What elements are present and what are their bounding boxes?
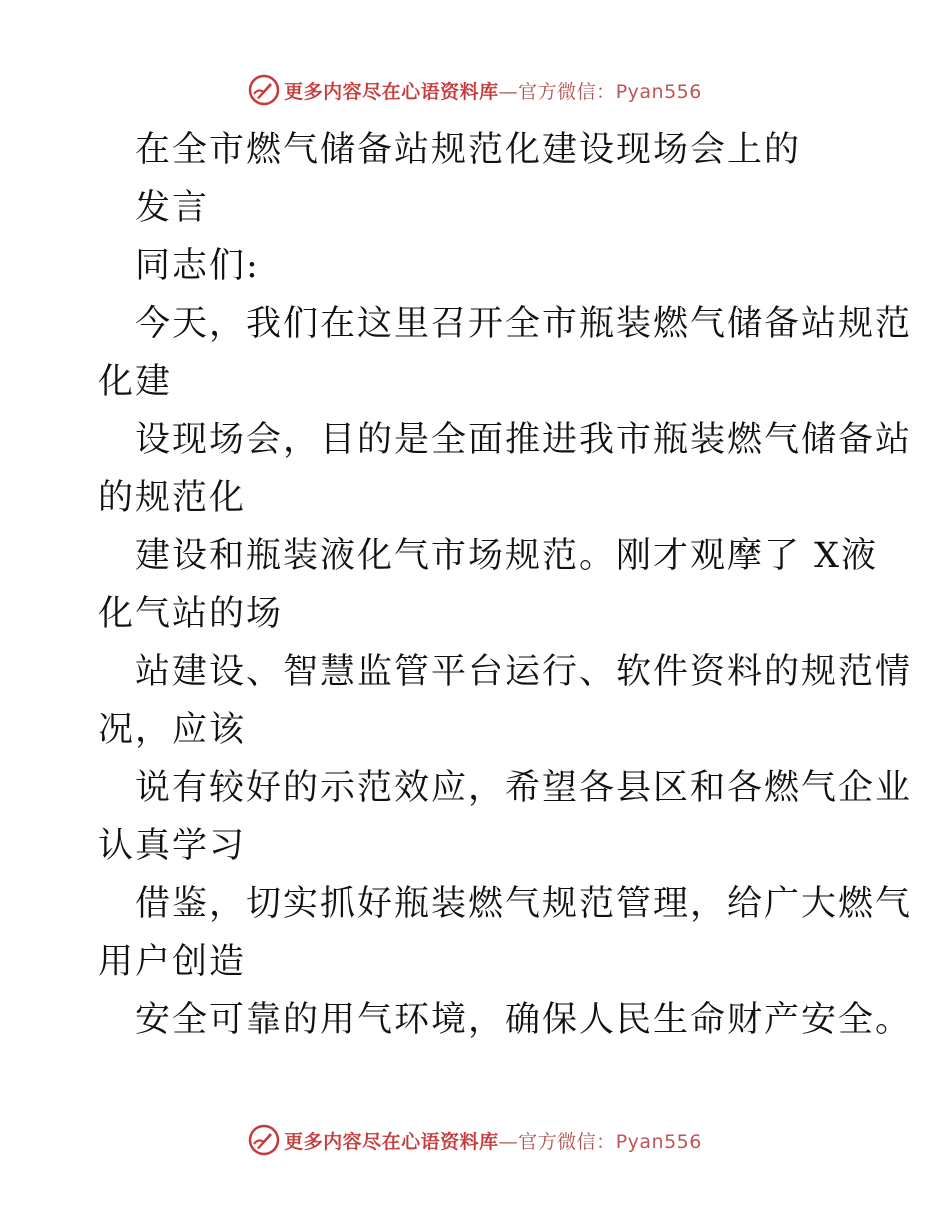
banner-wechat-id: Pyan556 [615, 80, 702, 103]
quill-logo-icon [248, 1124, 280, 1156]
paragraph-line: 借鉴，切实抓好瓶装燃气规范管理，给广大燃气 [135, 884, 913, 924]
banner-text [284, 77, 702, 104]
paragraph-line: 化建 [98, 362, 173, 402]
paragraph-line: 今天，我们在这里召开全市瓶装燃气储备站规范 [135, 304, 913, 344]
paragraph-line: 建设和瓶装液化气市场规范。刚才观摩了 X液 [135, 536, 879, 576]
paragraph-line: 化气站的场 [98, 594, 284, 634]
footer-banner [0, 1120, 950, 1160]
banner-main-text: 更多内容尽在心语资料库 [284, 80, 499, 103]
paragraph-line: 况，应该 [98, 710, 247, 750]
banner-text [284, 1127, 702, 1154]
paragraph-line: 的规范化 [98, 478, 247, 518]
paragraph-line: 说有较好的示范效应，希望各县区和各燃气企业 [135, 768, 913, 808]
paragraph-line: 用户创造 [98, 942, 247, 982]
salutation: 同志们: [135, 246, 260, 286]
document-title-line-1: 在全市燃气储备站规范化建设现场会上的 [135, 130, 802, 170]
paragraph-line: 设现场会，目的是全面推进我市瓶装燃气储备站 [135, 420, 913, 460]
banner-wechat-id: Pyan556 [615, 1130, 702, 1153]
paragraph-line: 安全可靠的用气环境，确保人民生命财产安全。 [135, 1000, 913, 1040]
banner-main-text: 更多内容尽在心语资料库 [284, 1130, 499, 1153]
banner-sub-text: —官方微信： [498, 1130, 616, 1153]
banner-sub-text: —官方微信： [498, 80, 616, 103]
paragraph-line: 认真学习 [98, 826, 247, 866]
quill-logo-icon [248, 74, 280, 106]
document-title-line-2: 发言 [135, 188, 210, 228]
header-banner [0, 70, 950, 110]
paragraph-line: 站建设、智慧监管平台运行、软件资料的规范情 [135, 652, 913, 692]
